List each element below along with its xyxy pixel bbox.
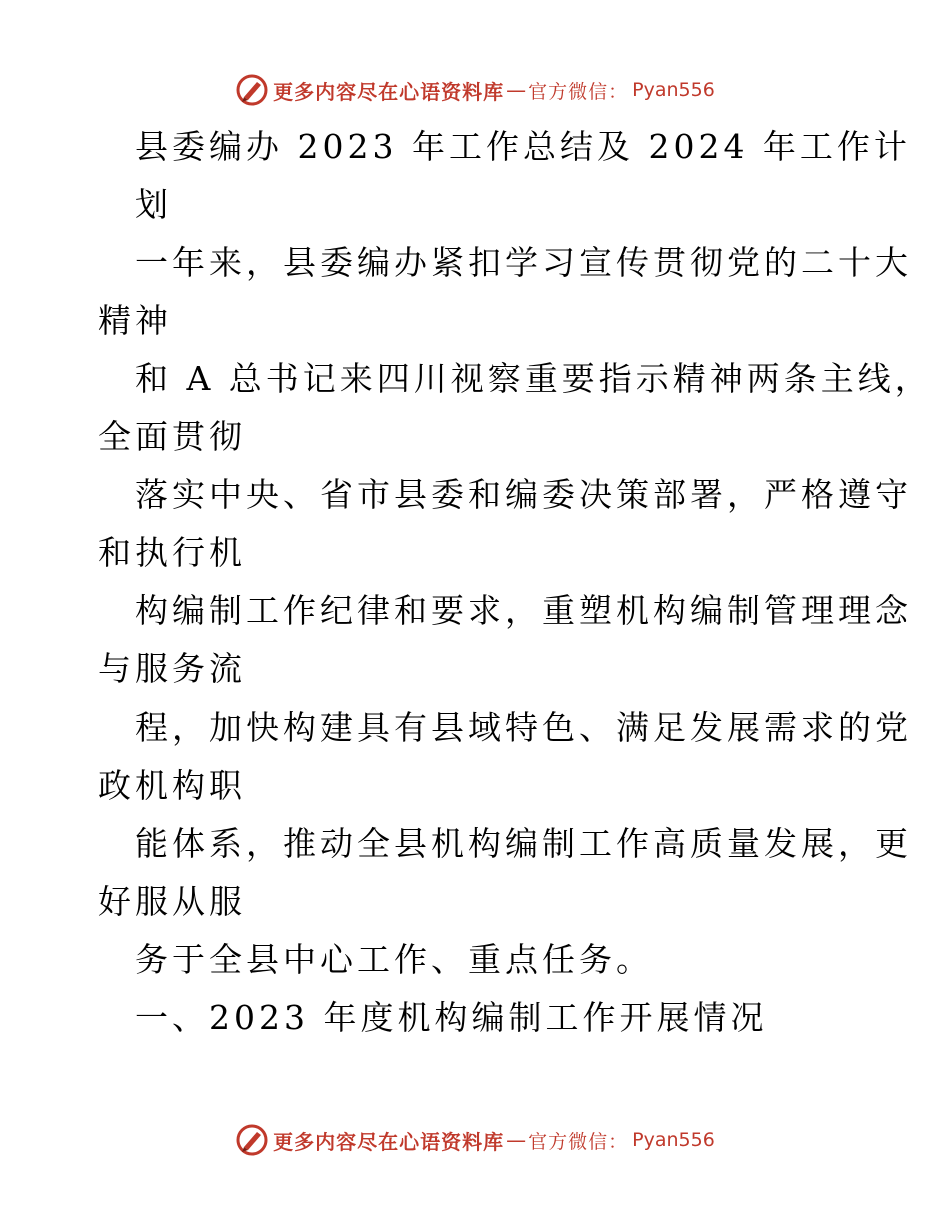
site-title: 更多内容尽在心语资料库 xyxy=(273,1129,505,1154)
paragraph-line: 政机构职 xyxy=(98,766,246,805)
paragraph-line: 全面贯彻 xyxy=(98,417,246,456)
pen-logo-icon xyxy=(235,1123,269,1157)
paragraph-line: 程，加快构建具有县域特色、满足发展需求的党 xyxy=(135,708,912,747)
paragraph-line: 与服务流 xyxy=(98,649,246,688)
document-title-line-2: 划 xyxy=(135,185,172,224)
header-banner xyxy=(0,70,950,110)
pen-logo-icon xyxy=(235,73,269,107)
wechat-id: Pyan556 xyxy=(632,1129,715,1151)
footer-banner xyxy=(0,1120,950,1160)
paragraph-line: 务于全县中心工作、重点任务。 xyxy=(135,940,653,979)
document-title-line-1: 县委编办 2023 年工作总结及 2024 年工作计 xyxy=(135,127,911,166)
wechat-id: Pyan556 xyxy=(632,79,715,101)
section-heading: 一、2023 年度机构编制工作开展情况 xyxy=(135,998,768,1037)
paragraph-line: 和执行机 xyxy=(98,533,246,572)
paragraph-line: 和 A 总书记来四川视察重要指示精神两条主线， xyxy=(135,359,932,398)
paragraph-line: 落实中央、省市县委和编委决策部署，严格遵守 xyxy=(135,475,912,514)
wechat-label: 官方微信： xyxy=(528,80,629,103)
site-title: 更多内容尽在心语资料库 xyxy=(273,79,505,104)
paragraph-line: 好服从服 xyxy=(98,882,246,921)
banner-separator: — xyxy=(506,1128,527,1152)
wechat-label: 官方微信： xyxy=(528,1130,629,1153)
paragraph-line: 构编制工作纪律和要求，重塑机构编制管理理念 xyxy=(135,591,912,630)
paragraph-line: 精神 xyxy=(98,301,172,340)
paragraph-line: 能体系，推动全县机构编制工作高质量发展，更 xyxy=(135,824,912,863)
banner-separator: — xyxy=(506,78,527,102)
paragraph-line: 一年来，县委编办紧扣学习宣传贯彻党的二十大 xyxy=(135,243,912,282)
